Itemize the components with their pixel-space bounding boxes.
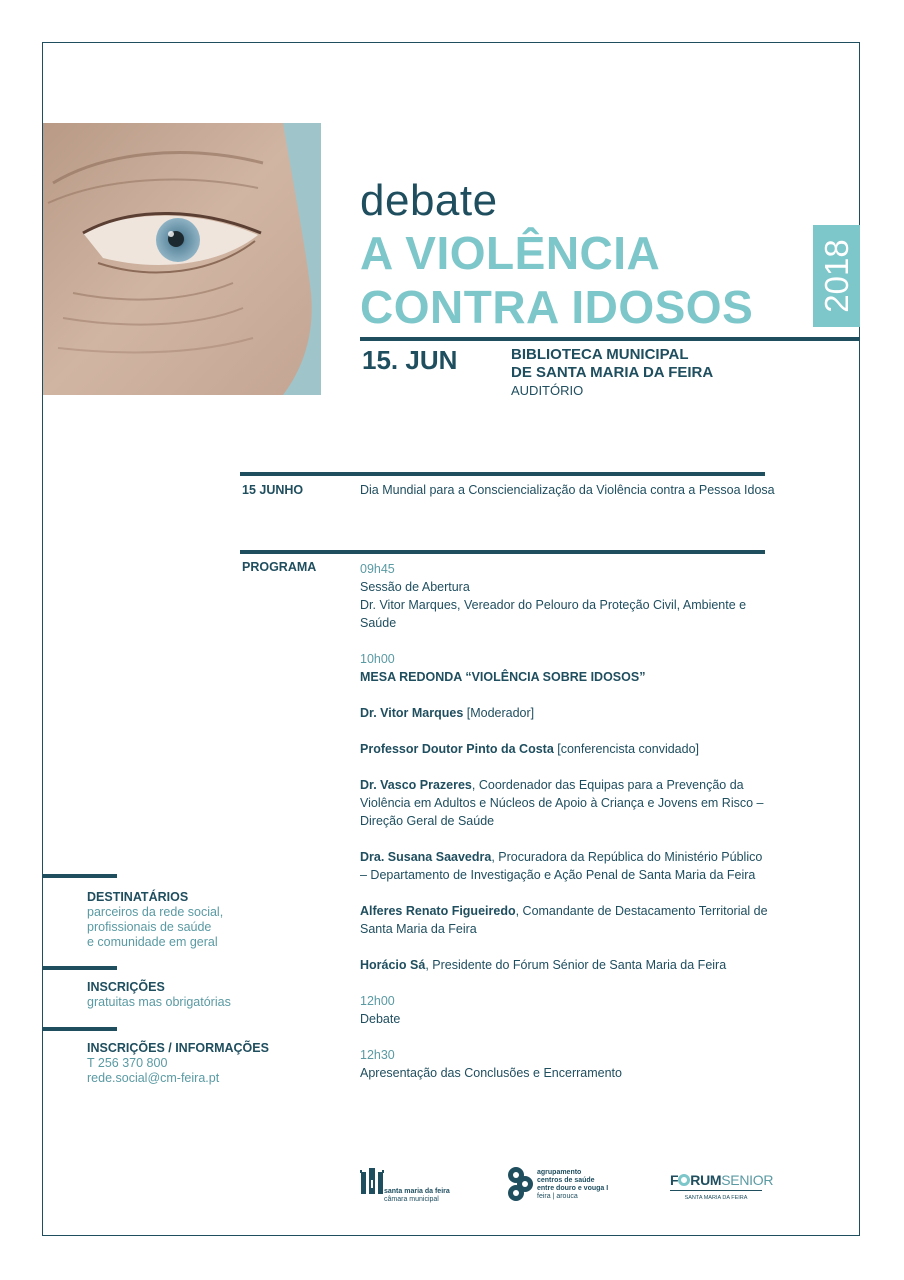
program-divider xyxy=(240,550,765,554)
participant-role: , Procuradora da República do Ministério Público – Departamento de Investigação e Ação Penal de Santa Maria da Feira xyxy=(360,850,763,882)
event-venue xyxy=(511,346,713,400)
venue-line-2: DE SANTA MARIA DA FEIRA xyxy=(511,364,714,381)
forum-senior-logo xyxy=(670,1172,773,1202)
day-description: Dia Mundial para a Consciencialização da Violência contra a Pessoa Idosa xyxy=(360,483,775,497)
info-phone: T 256 370 800 xyxy=(87,1056,168,1070)
registration-heading: INSCRIÇÕES xyxy=(87,980,165,994)
participant-name: Horácio Sá xyxy=(360,958,426,972)
title-divider xyxy=(360,337,860,341)
day-divider xyxy=(240,472,765,476)
program-closing xyxy=(360,1046,770,1082)
forum-f: F xyxy=(670,1172,679,1188)
participant-role: , Comandante de Destacamento Territorial de Santa Maria da Feira xyxy=(360,904,768,936)
forum-circle-icon xyxy=(678,1174,690,1186)
aces-logo xyxy=(507,1166,609,1207)
participant-item xyxy=(360,704,770,722)
program-list xyxy=(360,560,770,1100)
opening-speaker-line xyxy=(360,598,746,630)
participant-item xyxy=(360,740,770,758)
info-block xyxy=(87,1041,269,1086)
elderly-eye-photo xyxy=(43,123,321,395)
registration-block xyxy=(87,980,231,1010)
audience-line: e comunidade em geral xyxy=(87,935,218,949)
venue-line-1: BIBLIOTECA MUNICIPAL xyxy=(511,346,689,363)
aces-line: agrupamento xyxy=(537,1169,582,1176)
participant-role: [conferencista convidado] xyxy=(553,742,700,756)
title-line-2: CONTRA IDOSOS xyxy=(360,281,754,333)
audience-heading: DESTINATÁRIOS xyxy=(87,890,189,904)
registration-divider xyxy=(42,966,117,970)
opening-role: , Vereador do Pelouro da Proteção Civil, Ambiente e Saúde xyxy=(360,598,747,630)
program-label: PROGRAMA xyxy=(242,560,317,574)
camara-sub: câmara municipal xyxy=(384,1196,439,1203)
participant-item xyxy=(360,848,770,884)
forum-divider xyxy=(670,1190,762,1191)
camara-name: santa maria da feira xyxy=(384,1188,450,1195)
program-opening xyxy=(360,560,770,632)
year-tab xyxy=(813,225,860,327)
closing-title: Apresentação das Conclusões e Encerramento xyxy=(360,1066,622,1080)
participant-role: , Coordenador das Equipas para a Prevenção da Violência em Adultos e Núcleos de Apoio à Criança e Jovens em Risco – Direção Geral de Saúde xyxy=(360,778,764,828)
debate-word: debate xyxy=(360,176,498,225)
info-divider xyxy=(42,1027,117,1031)
opening-speaker: Dr. Vitor Marques xyxy=(360,598,458,612)
debate-time: 12h00 xyxy=(360,994,395,1008)
participant-name: Dr. Vasco Prazeres xyxy=(360,778,472,792)
audience-divider xyxy=(42,874,117,878)
audience-line: profissionais de saúde xyxy=(87,920,212,934)
participant-name: Dra. Susana Saavedra xyxy=(360,850,492,864)
info-heading: INSCRIÇÕES / INFORMAÇÕES xyxy=(87,1041,269,1055)
info-email[interactable]: rede.social@cm-feira.pt xyxy=(87,1071,220,1085)
camara-logo xyxy=(360,1166,450,1203)
aces-line: entre douro e vouga I xyxy=(537,1185,609,1192)
forum-rum: RUM xyxy=(690,1172,722,1188)
participant-item xyxy=(360,776,770,830)
opening-time: 09h45 xyxy=(360,562,395,576)
registration-value: gratuitas mas obrigatórias xyxy=(87,995,231,1009)
audience-line: parceiros da rede social, xyxy=(87,905,224,919)
venue-sub: AUDITÓRIO xyxy=(511,383,584,398)
aces-emblem-icon xyxy=(507,1166,533,1202)
closing-time: 12h30 xyxy=(360,1048,395,1062)
event-date: 15. JUN xyxy=(362,345,458,375)
audience-block xyxy=(87,890,223,950)
opening-title: Sessão de Abertura xyxy=(360,580,470,594)
program-debate xyxy=(360,992,770,1028)
round-time: 10h00 xyxy=(360,652,395,666)
participant-name: Professor Doutor Pinto da Costa xyxy=(360,742,554,756)
debate-title: Debate xyxy=(360,1012,401,1026)
participant-role: [Moderador] xyxy=(463,706,535,720)
title-line-1: A VIOLÊNCIA xyxy=(360,227,661,279)
castle-icon xyxy=(360,1166,384,1196)
forum-senior: SENIOR xyxy=(721,1172,774,1188)
forum-sub: SANTA MARIA DA FEIRA xyxy=(684,1195,748,1201)
aces-line: feira | arouca xyxy=(537,1193,578,1200)
participant-name: Alferes Renato Figueiredo xyxy=(360,904,516,918)
aces-line: centros de saúde xyxy=(537,1177,595,1184)
participant-item xyxy=(360,956,770,974)
day-label: 15 JUNHO xyxy=(242,483,304,497)
participant-item xyxy=(360,902,770,938)
participant-name: Dr. Vitor Marques xyxy=(360,706,464,720)
year-text: 2018 xyxy=(817,239,855,313)
program-round-table xyxy=(360,650,770,686)
participant-role: , Presidente do Fórum Sénior de Santa Maria da Feira xyxy=(425,958,727,972)
round-title: MESA REDONDA “VIOLÊNCIA SOBRE IDOSOS” xyxy=(360,670,646,684)
